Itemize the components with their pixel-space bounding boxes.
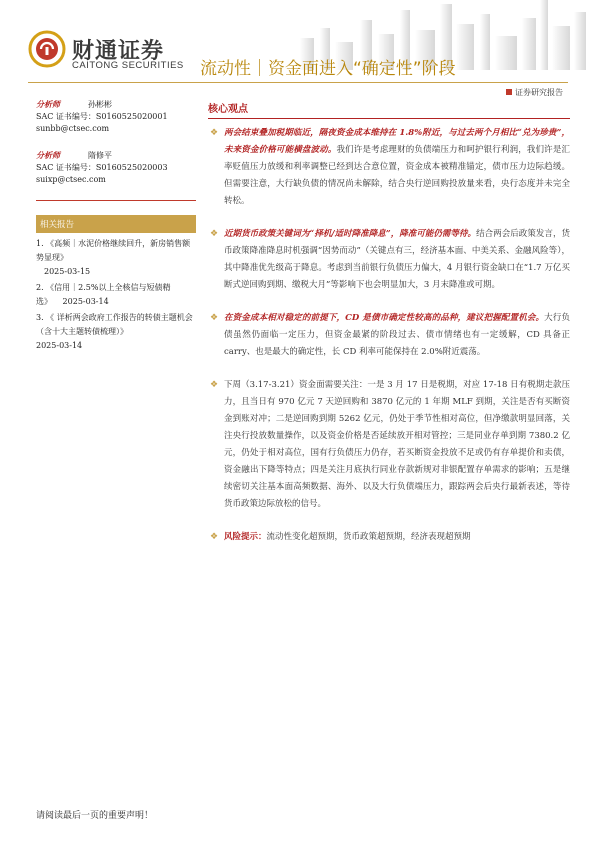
core-point bbox=[208, 226, 570, 294]
related-report-title: 1. 《高频｜水泥价格继续回升，新房销售额势显现》 bbox=[36, 239, 191, 262]
risk-label: 风险提示： bbox=[224, 532, 267, 542]
analyst-email[interactable]: sunbb@ctsec.com bbox=[36, 124, 110, 133]
core-point bbox=[208, 377, 570, 513]
diamond-bullet-icon: ❖ bbox=[210, 532, 219, 542]
company-name-cn: 财通证券 bbox=[72, 39, 165, 64]
core-point bbox=[208, 125, 570, 210]
logo-mark-icon bbox=[28, 30, 66, 68]
point-body: 大行负债虽然仍面临一定压力，但资金最紧的阶段过去、债市情绪也有一定缓解，CD 具备正 carry、也是最大的确定性，长 CD 利率可能保持在 2.0%附近震荡。 bbox=[224, 313, 570, 357]
report-title: 流动性｜资金面进入“确定性”阶段 bbox=[200, 59, 456, 79]
core-point bbox=[208, 310, 570, 361]
related-report-date: 2025-03-15 bbox=[44, 267, 91, 276]
square-bullet-icon bbox=[506, 89, 512, 95]
point-body: 结合两会后政策发言，货币政策降准降息时机强调“因势而动”（关键点有三，经济基本面、中美关系、金融风险等），其中降准优先级高于降息。考虑到当前银行负债压力偏大，4 月银行资金缺口在“1.7 万亿买断式逆回购到期、缴税大月”等影响下也会明显加大，3 月末降准或可期。 bbox=[224, 229, 570, 290]
analyst-role: 分析师 bbox=[36, 99, 60, 109]
diamond-bullet-icon: ❖ bbox=[210, 229, 219, 239]
list-item[interactable] bbox=[36, 281, 196, 309]
company-logo bbox=[28, 30, 218, 75]
report-type bbox=[506, 87, 563, 98]
analyst-card bbox=[36, 98, 196, 135]
header-divider bbox=[28, 82, 568, 83]
list-item[interactable] bbox=[36, 237, 196, 279]
company-name-en: CAITONG SECURITIES bbox=[72, 60, 184, 71]
list-item[interactable] bbox=[36, 311, 196, 353]
related-report-title: 3. 《 详析两会政府工作报告的转债主题机会 （含十大主题转债梳理）》 bbox=[36, 313, 193, 336]
core-views-heading: 核心观点 bbox=[208, 100, 570, 119]
report-type-label: 证券研究报告 bbox=[515, 88, 563, 97]
analyst-card bbox=[36, 149, 196, 186]
cert-number: S0160525020001 bbox=[95, 112, 168, 121]
related-report-title: 2. 《信用｜2.5%以上全核信与短债精选》 bbox=[36, 283, 171, 306]
related-reports-list bbox=[36, 237, 196, 353]
related-report-date: 2025-03-14 bbox=[62, 297, 109, 306]
main-content bbox=[208, 100, 570, 546]
cert-number: S0160525020003 bbox=[95, 163, 168, 172]
risk-text: 流动性变化超预期，货币政策超预期，经济表现超预期 bbox=[266, 532, 471, 542]
cert-label: SAC 证书编号： bbox=[36, 112, 96, 121]
page-header bbox=[0, 0, 595, 97]
analyst-name: 孙彬彬 bbox=[88, 100, 112, 109]
analyst-role: 分析师 bbox=[36, 150, 60, 160]
diamond-bullet-icon: ❖ bbox=[210, 380, 219, 390]
analyst-name: 隋修平 bbox=[88, 151, 112, 160]
risk-warning bbox=[208, 529, 570, 546]
point-lead: 近期货币政策关键词为“择机/适时降准降息”，降准可能仍需等待。 bbox=[224, 229, 477, 239]
point-body: 下周（3.17-3.21）资金面需要关注：一是 3 月 17 日是税期，对应 17-18 日有税期走款压力，且当日有 970 亿元 7 天逆回购和 3870 亿元的 1 年期 MLF 到期，关注是否有买断资金到账对冲；二是逆回购到期 5262 亿元，仍处于季节性相对高位，但净缴款明显回落，关注央行投放数量操作，以及资金价格是否延续放开相对管控；三是同业存单到期 7380.2 亿元，仍处于相对高位，国有行负债压力仍存，若买断资金投放不足或仍有存单提价和卖债，资金融出下降等特点；四是关注月底执行同业存款新规对非银配置存单需求的影响；五是继续密切关注基本面高频数据、海外、以及大行负债端压力，跟踪两会后央行最新表述，等待货币政策边际放松的信号。 bbox=[224, 380, 570, 509]
point-body: 我们许是考虑理财的负债端压力和呵护银行利润，我们许是汇率贬值压力放缓和利率调整已经到达合意位置，资金成本被精准锚定，债市压力边际趋缓。但需要注意，大行缺负债的情况尚未解除，结合央行逆回购投放量来看，央行态度并未完全转松。 bbox=[224, 145, 570, 206]
footer-disclaimer: 请阅读最后一页的重要声明！ bbox=[36, 811, 154, 821]
diamond-bullet-icon: ❖ bbox=[210, 313, 219, 323]
sidebar-divider bbox=[36, 200, 196, 201]
related-report-date: 2025-03-14 bbox=[36, 341, 83, 350]
point-lead: 两会结束叠加税期临近，隔夜资金成本维持在 1.8%附近，与过去两个月相比“兑为珍贵”，未来资金价格可能横盘波动。 bbox=[224, 128, 570, 155]
cert-label: SAC 证书编号： bbox=[36, 163, 96, 172]
diamond-bullet-icon: ❖ bbox=[210, 128, 219, 138]
point-lead: 在资金成本相对稳定的前提下，CD 是债市确定性较高的品种，建议把握配置机会。 bbox=[224, 313, 545, 323]
related-reports-heading: 相关报告 bbox=[36, 215, 196, 233]
analyst-email[interactable]: suixp@ctsec.com bbox=[36, 175, 106, 184]
left-sidebar bbox=[36, 98, 196, 355]
